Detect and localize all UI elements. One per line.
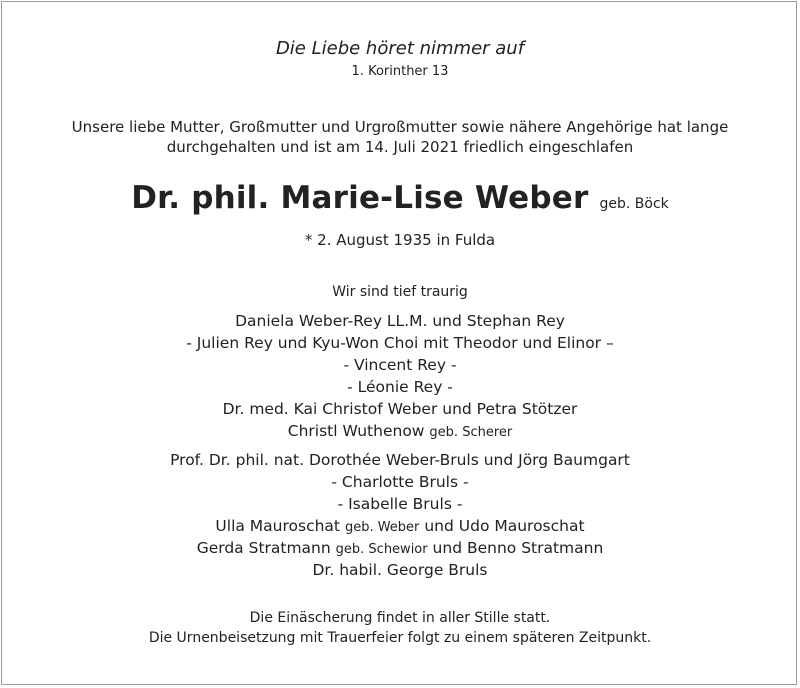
mourner-name: Christl Wuthenow [287,422,425,440]
deceased-name: Dr. phil. Marie-Lise Weber [131,180,589,216]
mourner-name: Dr. habil. George Bruls [312,561,488,579]
mourner-partner: und Benno Stratmann [432,539,604,557]
mourner-line [0,517,800,535]
mourner-line [0,400,800,418]
mourner-name: Ulla Mauroschat [215,517,341,535]
intro-line-2: durchgehalten und ist am 14. Juli 2021 friedlich eingeschlafen [166,138,634,156]
mourner-name: Gerda Stratmann [196,539,331,557]
verse-reference: 1. Korinther 13 [351,64,449,79]
mourner-line [0,495,800,513]
mourner-birth-name: geb. Weber [344,520,420,535]
mourner-name: - Julien Rey und Kyu-Won Choi mit Theodor und Elinor – [186,334,614,352]
mourner-line [0,539,800,557]
mourner-name: Daniela Weber-Rey LL.M. und Stephan Rey [235,312,565,330]
birth-date: * 2. August 1935 in Fulda [304,231,496,249]
mourner-line [0,378,800,396]
birth-name: geb. Böck [599,196,669,212]
mourner-name: Dr. med. Kai Christof Weber und Petra Stötzer [222,400,578,418]
mourner-name: - Léonie Rey - [347,378,453,396]
intro-line-1: Unsere liebe Mutter, Großmutter und Urgroßmutter sowie nähere Angehörige hat lange [71,118,729,136]
mourner-line [0,422,800,440]
mourner-line [0,334,800,352]
mourner-line [0,561,800,579]
mourner-name: - Isabelle Bruls - [337,495,463,513]
bible-verse: Die Liebe höret nimmer auf [275,38,525,59]
funeral-line-2: Die Urnenbeisetzung mit Trauerfeier folgt zu einem späteren Zeitpunkt. [148,630,652,646]
mourner-birth-name: geb. Schewior [335,542,428,557]
funeral-line-1: Die Einäscherung findet in aller Stille statt. [249,610,551,626]
deceased-name-line [0,180,800,216]
mourner-partner: und Udo Mauroschat [424,517,585,535]
grief-line: Wir sind tief traurig [332,284,468,300]
mourner-line [0,451,800,469]
mourner-name: - Vincent Rey - [343,356,457,374]
mourner-line [0,356,800,374]
mourner-name: - Charlotte Bruls - [331,473,469,491]
mourner-name: Prof. Dr. phil. nat. Dorothée Weber-Bruls und Jörg Baumgart [170,451,630,469]
mourner-line [0,473,800,491]
mourner-line [0,312,800,330]
mourner-birth-name: geb. Scherer [429,425,513,440]
